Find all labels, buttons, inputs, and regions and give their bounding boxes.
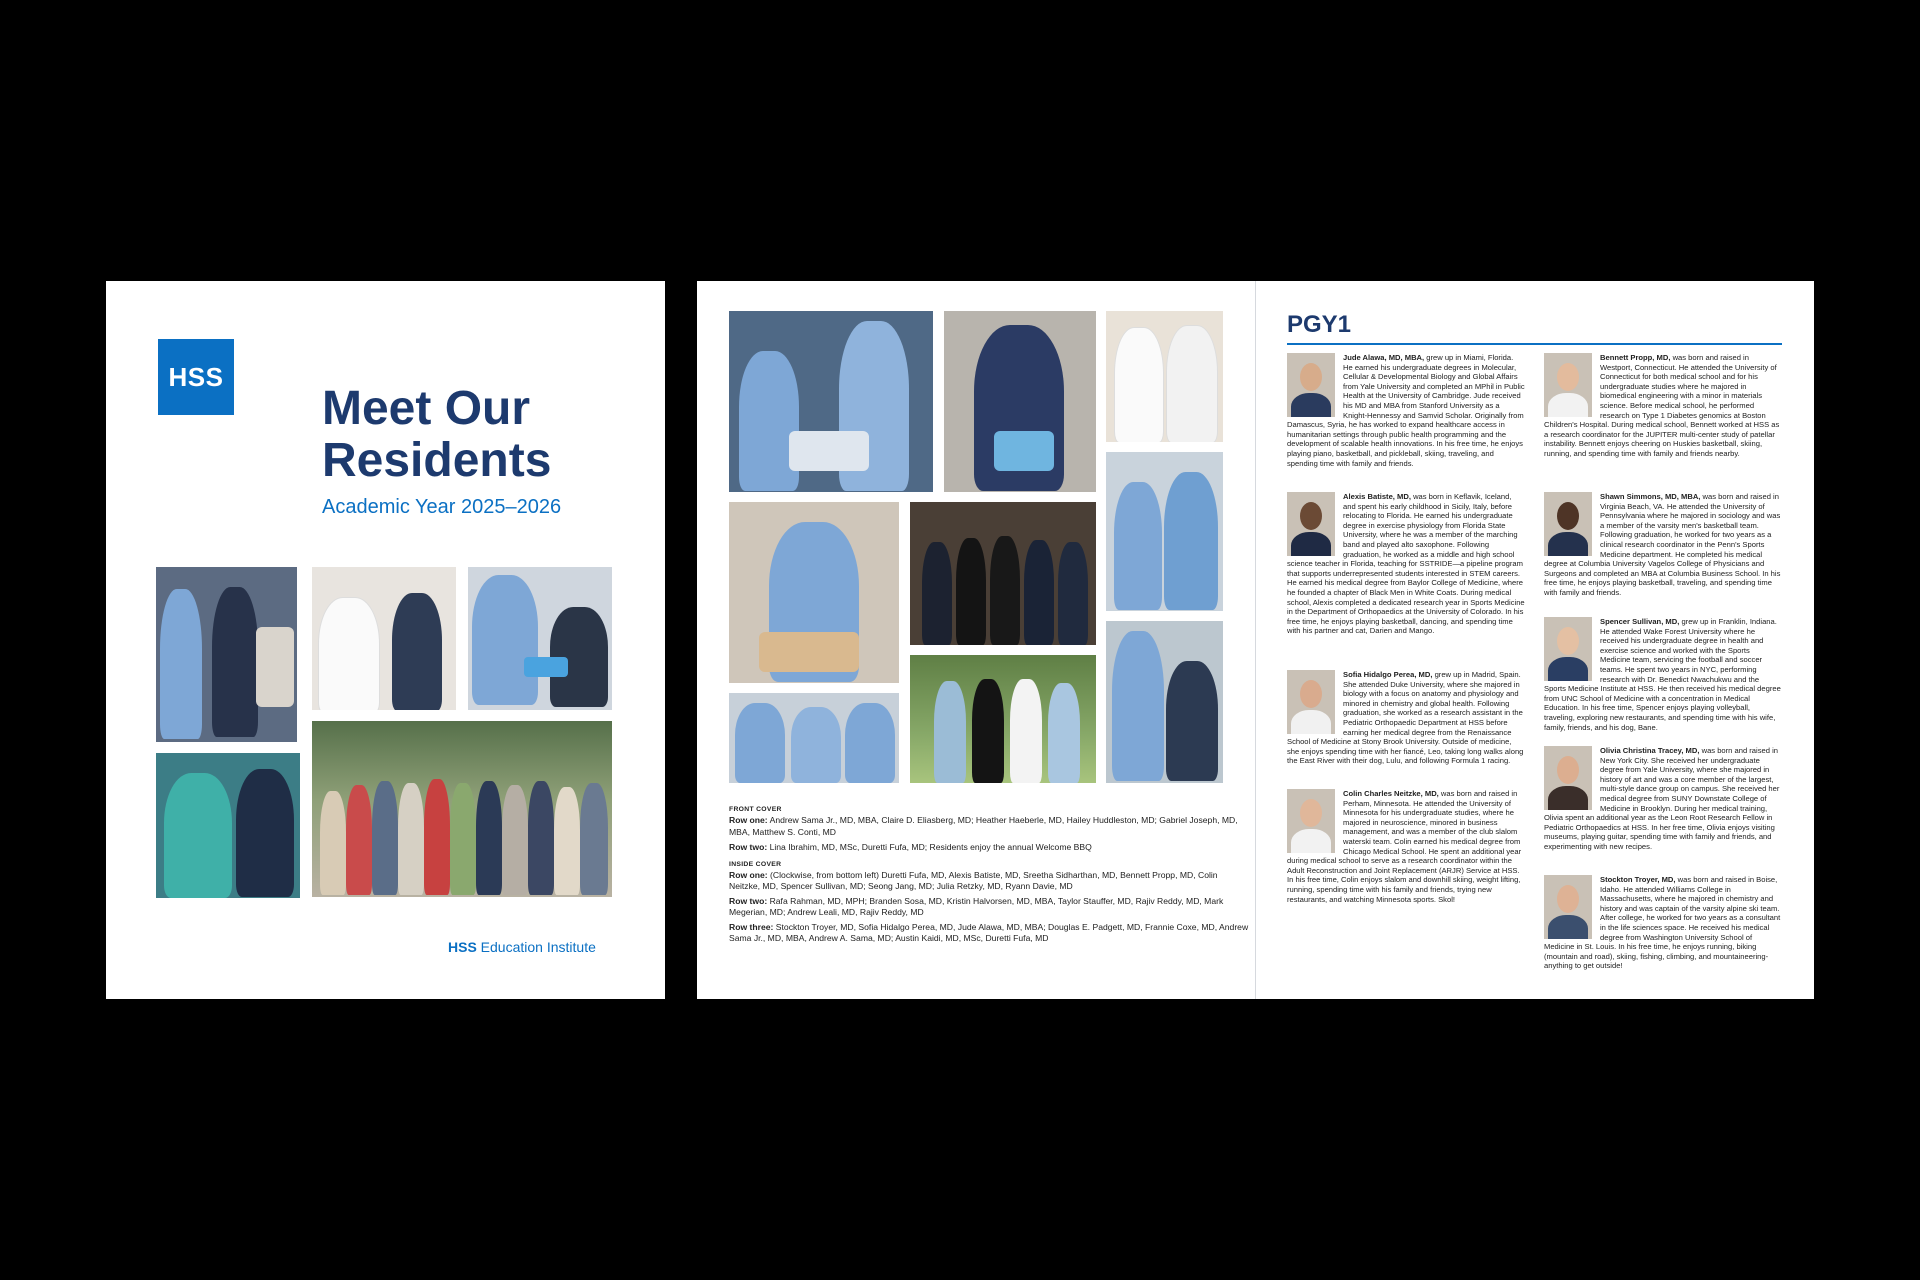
resident-portrait xyxy=(1287,670,1335,734)
resident-bio xyxy=(1287,492,1525,636)
resident-name: Sofia Hidalgo Perea, MD, xyxy=(1343,670,1433,679)
resident-name: Shawn Simmons, MD, MBA, xyxy=(1600,492,1701,501)
caption-label: Row one: xyxy=(729,815,768,826)
page-gutter xyxy=(1255,281,1256,999)
inside-photo-9 xyxy=(729,693,899,783)
cover-footer xyxy=(448,939,596,955)
resident-name: Colin Charles Neitzke, MD, xyxy=(1343,789,1439,798)
resident-bio xyxy=(1544,492,1782,598)
front-cover-row-one xyxy=(729,815,1249,838)
pgy-section-title: PGY1 xyxy=(1287,311,1352,338)
resident-text: was born and raised in Boise, Idaho. He attended Williams College in Massachusetts, where he majored in chemistry and history and was captain of the varsity alpine ski team. After college, he worked for two years as a consultant in the life sciences space. He received his medical degree from Washington University School of Medicine in St. Louis. In his free time, he enjoys running, biking (mountain and road), skiing, fishing, climbing, and mountaineering-anything to get outside! xyxy=(1544,875,1781,971)
caption-label: Row three: xyxy=(729,921,774,932)
resident-portrait xyxy=(1287,353,1335,417)
front-cover-row-two xyxy=(729,842,1249,853)
cover-photo-lab xyxy=(156,753,300,898)
caption-text: Stockton Troyer, MD, Sofia Hidalgo Perea, MD, Jude Alawa, MD, MBA; Douglas E. Padgett, MD, Frannie Coxe, MD, Andrew Sama Jr., MD, MBA, Andrew A. Sama, MD; Austin Kaidi, MD, MSc, Duretti Fufa, MD xyxy=(729,921,1249,944)
caption-label: Row two: xyxy=(729,842,768,853)
caption-label: Row one: xyxy=(729,870,768,881)
resident-portrait xyxy=(1544,746,1592,810)
resident-portrait xyxy=(1544,492,1592,556)
caption-text: Rafa Rahman, MD, MPH; Branden Sosa, MD, Kristin Halvorsen, MD, MBA, Taylor Stauffer, MD, Rajiv Reddy, MD, Mark Megerian, MD; Andrew Leali, MD, Rajiv Reddy, MD xyxy=(729,895,1224,918)
cover-photo-white-coat xyxy=(312,567,456,710)
caption-text: (Clockwise, from bottom left) Duretti Fufa, MD, Alexis Batiste, MD, Sreetha Sidharthan, MD, Bennett Propp, MD, Colin Neitzke, MD, Spencer Sullivan, MD; Seong Jang, MD; Julia Retzky, MD, Ryann Davie, MD xyxy=(729,870,1218,892)
inside-cover-row-one xyxy=(729,870,1249,893)
caption-text: Lina Ibrahim, MD, MSc, Duretti Fufa, MD; Residents enjoy the annual Welcome BBQ xyxy=(767,842,1092,853)
resident-bio xyxy=(1287,670,1525,766)
brochure-front-cover xyxy=(106,281,665,999)
resident-bio xyxy=(1544,875,1782,971)
cover-title: Meet Our Residents xyxy=(322,382,552,487)
resident-name: Bennett Propp, MD, xyxy=(1600,353,1671,362)
section-divider xyxy=(1287,343,1782,345)
brochure-inside-spread xyxy=(697,281,1814,999)
inside-photo-5 xyxy=(729,502,899,683)
footer-text: Education Institute xyxy=(476,939,596,955)
resident-bio xyxy=(1544,353,1782,459)
resident-portrait xyxy=(1544,875,1592,939)
resident-text: was born and raised in New York City. She received her undergraduate degree from Yale University, where she majored in history of art and was a core member of the largest, multi-style dance group on campus. She received her medical degree from SUNY Downstate College of Medicine in Brooklyn. During her medical training, Olivia spent an additional year as the Leon Root Research Fellow in Pediatric Orthopaedics at HSS. In her free time, Olivia enjoys visiting museums, playing guitar, spending time with family and friends, and experimenting with new recipes. xyxy=(1544,746,1780,851)
caption-text: Andrew Sama Jr., MD, MBA, Claire D. Eliasberg, MD; Heather Haeberle, MD, Hailey Huddleston, MD; Gabriel Joseph, MD, MBA, Matthew S. Conti, MD xyxy=(729,815,1238,837)
inside-photo-7 xyxy=(1106,621,1223,783)
resident-name: Olivia Christina Tracey, MD, xyxy=(1600,746,1700,755)
inside-cover-row-three xyxy=(729,922,1249,945)
inside-photo-6 xyxy=(910,502,1096,645)
cover-photo-welcome-bbq xyxy=(312,721,612,897)
hss-logo: HSS xyxy=(158,339,234,415)
resident-text: grew up in Madrid, Spain. She attended Duke University, where she majored in biology with a focus on anatomy and physiology and minored in chemistry and global health. Following graduation, she worked as a research assistant in the Pediatric Orthopaedic Department at HSS before earning her medical degree from the Renaissance School of Medicine at Stony Brook University. Outside of medicine, she enjoys spending time with her fiancé, Leo, taking long walks along the East River with their dog, Lulu, and following Formula 1 racing. xyxy=(1287,670,1524,766)
inside-photo-3 xyxy=(1106,311,1223,442)
resident-bio xyxy=(1544,617,1782,732)
resident-text: was born and raised in Westport, Connecticut. He attended the University of Connecticut for both medical school and for his undergraduate studies where he majored in biomedical engineering with a minor in materials science. Before medical school, he performed research on Type 1 Diabetes genomics at Boston Children's Hospital. During medical school, Bennett worked at HSS as a research coordinator for the JUPITER multi-center study of patellar instability. Bennett enjoys cheering on Huskies basketball, skiing, running, and spending time with family and friends nearby. xyxy=(1544,353,1780,458)
resident-name: Stockton Troyer, MD, xyxy=(1600,875,1676,884)
resident-portrait xyxy=(1544,617,1592,681)
resident-text: was born in Keflavik, Iceland, and spent his early childhood in Sicily, Italy, before relocating to Florida. He earned his undergraduate degree in exercise physiology from Florida State University, where he was a member of the marching band and played alto saxophone. Following graduation, he worked as a middle and high school science teacher in Florida, teaching for SSTRIDE—a pipeline program that supports underrepresented students interested in STEM careers. He earned his medical degree from Baylor College of Medicine, where he founded a chapter of Black Men in White Coats. During medical school, Alexis completed a dedicated research year in Sports Medicine in the Department of Orthopaedics at the University of Colorado. In his free time, he enjoys playing basketball, dancing, and spending time with his partner and cat, Darien and Mango. xyxy=(1287,492,1525,636)
cover-photo-surgical-skills xyxy=(468,567,612,710)
resident-name: Jude Alawa, MD, MBA, xyxy=(1343,353,1425,362)
inside-photo-1 xyxy=(729,311,933,492)
photo-captions xyxy=(729,799,1249,944)
inside-cover-row-two xyxy=(729,896,1249,919)
front-cover-heading: FRONT COVER xyxy=(729,806,782,813)
footer-brand: HSS xyxy=(448,939,477,955)
resident-text: was born and raised in Virginia Beach, VA. He attended the University of Pennsylvania where he majored in sociology and was a member of the varsity men's basketball team. Following graduation, he worked for two years as a clinical research coordinator in the Penn's Sports Medicine department. He completed his medical degree at Columbia University Vagelos College of Physicians and Surgeons and completed an MBA at Columbia Business School. In his free time, he enjoys playing basketball, traveling, and spending time with family and friends. xyxy=(1544,492,1781,597)
resident-name: Alexis Batiste, MD, xyxy=(1343,492,1411,501)
resident-bio xyxy=(1544,746,1782,852)
resident-portrait xyxy=(1544,353,1592,417)
inside-photo-8 xyxy=(910,655,1096,783)
resident-portrait xyxy=(1287,492,1335,556)
inside-photo-2 xyxy=(944,311,1096,492)
resident-text: was born and raised in Perham, Minnesota. He attended the University of Minnesota for his undergraduate studies, where he majored in neuroscience, minored in business management, and was a member of the club slalom waterski team. Colin earned his medical degree from Chicago Medical School. He spent an additional year during medical school to serve as a research coordinator within the Adult Reconstruction and Joint Replacement (ARJR) Service at HSS. In his free time, Colin enjoys slalom and downhill skiing, weight lifting, running, spending time with his family and friends, trying new restaurants, and watching Minnesota sports. Skol! xyxy=(1287,789,1522,904)
resident-text: grew up in Franklin, Indiana. He attended Wake Forest University where he received his undergraduate degree in health and exercise science and worked with the Sports Medicine team, servicing the football and soccer teams. He spent two years in NYC, performing research with Dr. Benedict Nwachukwu and the Sports Medicine Institute at HSS. He then received his medical degree from UNC School of Medicine with a concentration in Medical Education. In his free time, Spencer enjoys playing volleyball, traveling, exploring new restaurants, and spending time with his wife, family, friends, and his dog, Bane. xyxy=(1544,617,1781,732)
inside-cover-heading: INSIDE COVER xyxy=(729,860,782,868)
resident-name: Spencer Sullivan, MD, xyxy=(1600,617,1680,626)
inside-photo-4 xyxy=(1106,452,1223,611)
resident-bio xyxy=(1287,789,1525,904)
resident-text: grew up in Miami, Florida. He earned his undergraduate degrees in Molecular, Cellular & Developmental Biology and Global Affairs from Yale University and completed an MPhil in Public Health at the University of Cambridge. Jude received his MD and MBA from Stanford University as a Knight-Hennessy and Samvid Scholar. Originally from Damascus, Syria, he has worked to expand healthcare access in humanitarian settings through public health programming and the development of scalable health innovations. In his free time, he enjoys playing piano, basketball, and pickleball, skiing, traveling, and spending time with family and friends. xyxy=(1287,353,1525,468)
resident-portrait xyxy=(1287,789,1335,853)
caption-label: Row two: xyxy=(729,895,768,906)
resident-bio xyxy=(1287,353,1525,468)
cover-subtitle: Academic Year 2025–2026 xyxy=(322,496,562,518)
cover-photo-operating-room xyxy=(156,567,297,742)
